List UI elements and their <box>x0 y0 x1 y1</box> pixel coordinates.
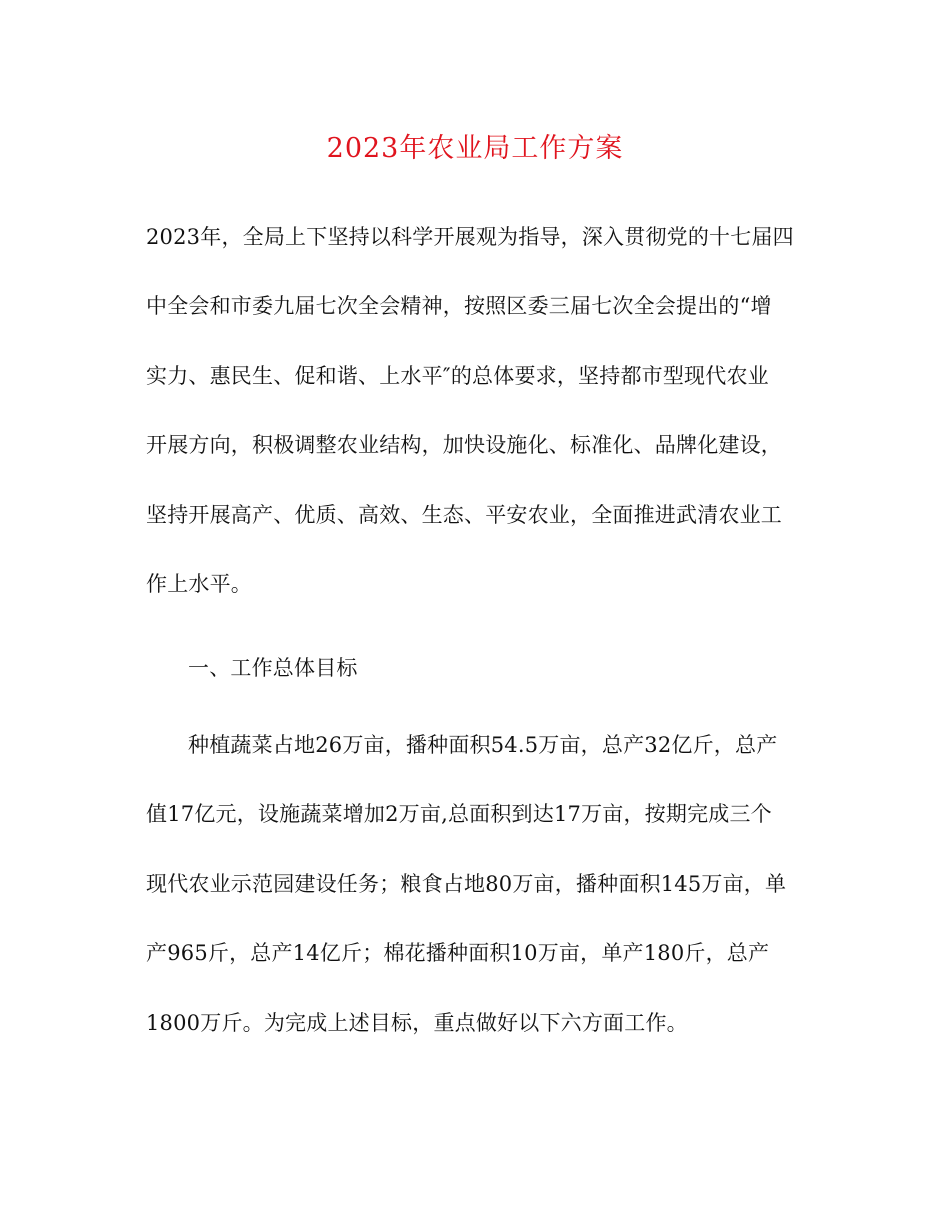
paragraph-2-line-1: 种植蔬菜占地26万亩，播种面积54.5万亩，总产32亿斤，总产 <box>188 733 778 757</box>
paragraph-1-line-3: 实力、惠民生、促和谐、上水平″的总体要求，坚持都市型现代农业 <box>146 364 769 388</box>
paragraph-1-line-1: 2023年，全局上下坚持以科学开展观为指导，深入贯彻党的十七届四 <box>146 225 794 249</box>
section-heading: 一、工作总体目标 <box>188 656 358 680</box>
paragraph-2-line-5: 1800万斤。为完成上述目标，重点做好以下六方面工作。 <box>146 1011 688 1035</box>
paragraph-1-line-5: 坚持开展高产、优质、高效、生态、平安农业，全面推进武清农业工 <box>146 503 782 527</box>
paragraph-1-line-2: 中全会和市委九届七次全会精神，按照区委三届七次全会提出的“增 <box>146 294 772 318</box>
paragraph-1-line-4: 开展方向，积极调整农业结构，加快设施化、标准化、品牌化建设， <box>146 433 782 457</box>
paragraph-2-line-2: 值17亿元，设施蔬菜增加2万亩,总面积到达17万亩，按期完成三个 <box>146 802 772 826</box>
paragraph-2-line-4: 产965斤，总产14亿斤；棉花播种面积10万亩，单产180斤，总产 <box>146 941 770 965</box>
paragraph-1-line-6: 作上水平。 <box>146 572 252 596</box>
paragraph-2-line-3: 现代农业示范园建设任务；粮食占地80万亩，播种面积145万亩，单 <box>146 872 787 896</box>
document-title: 2023年农业局工作方案 <box>326 133 624 164</box>
